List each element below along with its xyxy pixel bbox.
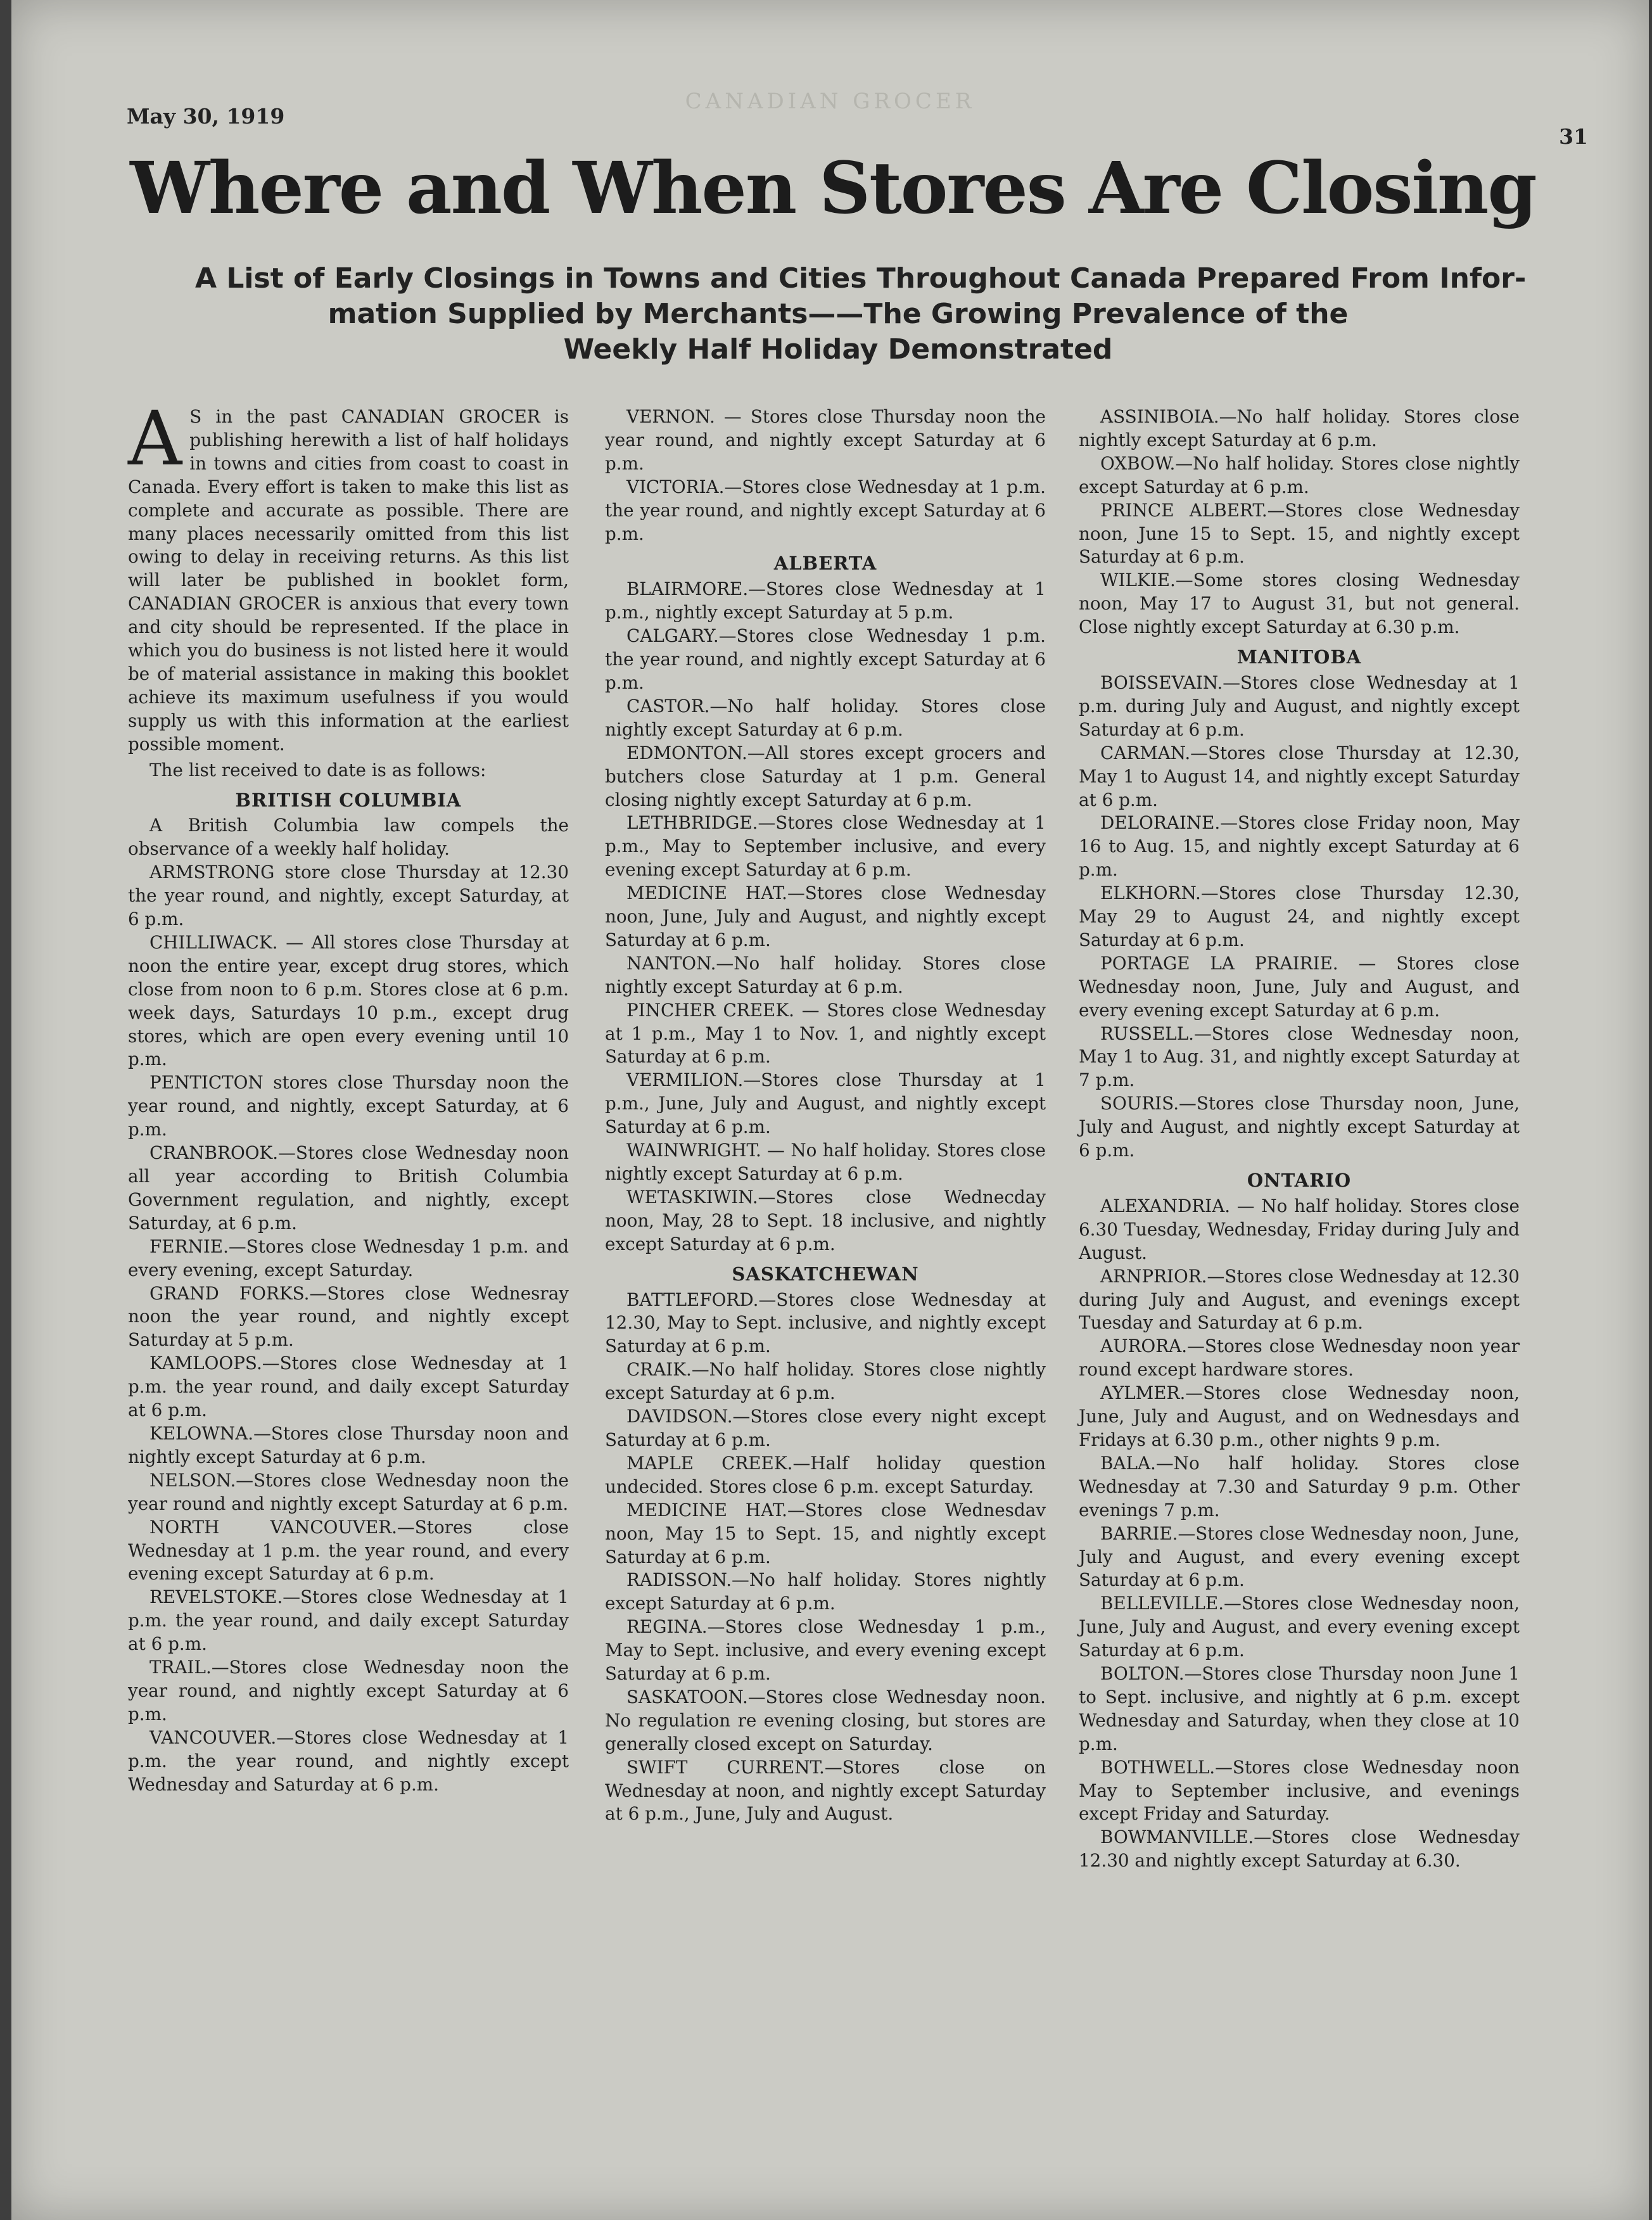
- listing-entry: BOWMANVILLE.—Stores close Wednesday 12.30 and nightly except Saturday at 6.30.: [1079, 1827, 1520, 1872]
- listing-entry: AURORA.—Stores close Wednesday noon year round except hardware stores.: [1079, 1336, 1520, 1381]
- section-heading: ALBERTA: [773, 552, 877, 575]
- listing-entry: BATTLEFORD.—Stores close Wednesday at 12.30, May to Sept. inclusive, and nightly except Saturday at 6 p.m.: [605, 1289, 1046, 1357]
- listing-entry: NANTON.—No half holiday. Stores close nightly except Saturday at 6 p.m.: [605, 952, 1046, 997]
- listing-entry: AYLMER.—Stores close Wednesday noon, June, July and August, and on Wednesdays and Fridays at 6.30 p.m., other nights 9 p.m.: [1079, 1382, 1520, 1450]
- listing-entry: ARNPRIOR.—Stores close Wednesday at 12.30 during July and August, and evenings except Tuesday and Saturday at 6 p.m.: [1079, 1265, 1520, 1334]
- issue-date: May 30, 1919: [127, 104, 285, 129]
- section-heading: MANITOBA: [1236, 646, 1362, 668]
- listing-entry: FERNIE.—Stores close Wednesday 1 p.m. and every evening, except Saturday.: [128, 1235, 569, 1280]
- section-heading: ONTARIO: [1247, 1170, 1352, 1191]
- subtitle-line: A List of Early Closings in Towns and Cities Throughout Canada Prepared From Infor-: [195, 262, 1527, 295]
- listing-entry: DAVIDSON.—Stores close every night except Saturday at 6 p.m.: [605, 1406, 1046, 1450]
- subtitle-line: Weekly Half Holiday Demonstrated: [563, 333, 1113, 366]
- listing-entry: CARMAN.—Stores close Thursday at 12.30, May 1 to August 14, and nightly except Saturday at 6 p.m.: [1079, 742, 1520, 810]
- intro-text: S in the past CANADIAN GROCER is publishing herewith a list of half holidays in towns and cities from coast to coast in Canada. Every effort is taken to make this list as complete and accurate as possible. There are many places necessarily omitted from this list owing to delay in receiving returns. As this list will later be published in booklet form, CANADIAN GROCER is anxious that every town and city should be represented. If the place in which you do business is not listed here it would be of material assistance in making this booklet achieve its maximum usefulness if you would supply us with this information at the earliest possible moment.: [128, 406, 569, 755]
- listing-entry: BALA.—No half holiday. Stores close Wednesday at 7.30 and Saturday 9 p.m. Other evenings 7 p.m.: [1079, 1452, 1520, 1521]
- listing-entry: ASSINIBOIA.—No half holiday. Stores close nightly except Saturday at 6 p.m.: [1079, 406, 1520, 450]
- intro-paragraph: [128, 395, 569, 756]
- listing-entry: LETHBRIDGE.—Stores close Wednesday at 1 p.m., May to September inclusive, and every evening except Saturday at 6 p.m.: [605, 812, 1046, 881]
- listing-entry: BARRIE.—Stores close Wednesday noon, June, July and August, and every evening except Saturday at 6 p.m.: [1079, 1522, 1520, 1591]
- article-title: Where and When Stores Are Closing: [130, 147, 1536, 230]
- magazine-page: [11, 0, 1649, 2220]
- listing-entry: PENTICTON stores close Thursday noon the year round, and nightly, except Saturday, at 6 p.m.: [128, 1072, 569, 1140]
- listing-entry: GRAND FORKS.—Stores close Wednesray noon the year round, and nightly except Saturday at 5 p.m.: [128, 1282, 569, 1351]
- listing-entry: NORTH VANCOUVER.—Stores close Wednesday at 1 p.m. the year round, and every evening except Saturday at 6 p.m.: [128, 1516, 569, 1585]
- listing-entry: RUSSELL.—Stores close Wednesday noon, May 1 to Aug. 31, and nightly except Saturday at 7 p.m.: [1079, 1023, 1520, 1091]
- listing-entry: BOISSEVAIN.—Stores close Wednesday at 1 p.m. during July and August, and nightly except Saturday at 6 p.m.: [1079, 672, 1520, 740]
- listing-entry: KAMLOOPS.—Stores close Wednesday at 1 p.m. the year round, and daily except Saturday at 6 p.m.: [128, 1353, 569, 1421]
- listing-entry: DELORAINE.—Stores close Friday noon, May 16 to Aug. 15, and nightly except Saturday at 6 p.m.: [1079, 812, 1520, 881]
- text-column-3: [1079, 405, 1520, 1873]
- listing-entry: CRANBROOK.—Stores close Wednesday noon all year according to British Columbia Government regulation, and nightly, except Saturday, at 6 p.m.: [128, 1142, 569, 1234]
- listing-entry: MAPLE CREEK.—Half holiday question undecided. Stores close 6 p.m. except Saturday.: [605, 1452, 1046, 1497]
- text-column-1: [128, 395, 569, 1796]
- listing-entry: PINCHER CREEK. — Stores close Wednesday at 1 p.m., May 1 to Nov. 1, and nightly except Saturday at 6 p.m.: [605, 999, 1046, 1068]
- listing-entry: OXBOW.—No half holiday. Stores close nightly except Saturday at 6 p.m.: [1079, 452, 1520, 497]
- listing-entry: KELOWNA.—Stores close Thursday noon and nightly except Saturday at 6 p.m.: [128, 1422, 569, 1467]
- listing-entry: SASKATOON.—Stores close Wednesday noon. No regulation re evening closing, but stores are generally closed except on Saturday.: [605, 1686, 1046, 1754]
- listing-entry: VANCOUVER.—Stores close Wednesday at 1 p.m. the year round, and nightly except Wednesday and Saturday at 6 p.m.: [128, 1726, 569, 1795]
- listing-entry: ELKHORN.—Stores close Thursday 12.30, May 29 to August 24, and nightly except Saturday at 6 p.m.: [1079, 883, 1520, 950]
- listing-entry: CRAIK.—No half holiday. Stores close nightly except Saturday at 6 p.m.: [605, 1359, 1046, 1404]
- listing-entry: SWIFT CURRENT.—Stores close on Wednesday at noon, and nightly except Saturday at 6 p.m., June, July and August.: [605, 1756, 1046, 1825]
- listing-entry: BOTHWELL.—Stores close Wednesday noon May to September inclusive, and evenings except Friday and Saturday.: [1079, 1756, 1520, 1825]
- listing-entry: WILKIE.—Some stores closing Wednesday noon, May 17 to August 31, but not general. Close nightly except Saturday at 6.30 p.m.: [1079, 570, 1520, 638]
- listing-entry: WETASKIWIN.—Stores close Wednecday noon, May, 28 to Sept. 18 inclusive, and nightly except Saturday at 6 p.m.: [605, 1186, 1046, 1254]
- subtitle-line: mation Supplied by Merchants——The Growing Prevalence of the: [327, 298, 1349, 330]
- listing-entry: VERNON. — Stores close Thursday noon the year round, and nightly except Saturday at 6 p.m.: [605, 406, 1046, 474]
- listing-entry: CHILLIWACK. — All stores close Thursday at noon the entire year, except drug stores, which close from noon to 6 p.m. Stores close at 6 p.m. week days, Saturdays 10 p.m., except drug stores, which are open every evening until 10 p.m.: [128, 931, 569, 1070]
- listing-entry: CASTOR.—No half holiday. Stores close nightly except Saturday at 6 p.m.: [605, 695, 1046, 740]
- list-intro: The list received to date is as follows:: [149, 759, 486, 781]
- listing-entry: PORTAGE LA PRAIRIE. — Stores close Wednesday noon, June, July and August, and every evening except Saturday at 6 p.m.: [1079, 952, 1520, 1021]
- section-heading: SASKATCHEWAN: [732, 1263, 919, 1285]
- bleed-through-masthead: CANADIAN GROCER: [685, 89, 975, 114]
- listing-entry: A British Columbia law compels the observance of a weekly half holiday.: [128, 815, 569, 860]
- text-column-2: [605, 405, 1046, 1826]
- section-heading: BRITISH COLUMBIA: [235, 789, 462, 811]
- listing-entry: CALGARY.—Stores close Wednesday 1 p.m. the year round, and nightly except Saturday at 6 p.m.: [605, 625, 1046, 693]
- listing-entry: MEDICINE HAT.—Stores close Wednesday noon, June, July and August, and nightly except Saturday at 6 p.m.: [605, 883, 1046, 950]
- listing-entry: BOLTON.—Stores close Thursday noon June 1 to Sept. inclusive, and nightly at 6 p.m. except Wednesday and Saturday, when they close at 10 p.m.: [1079, 1663, 1520, 1754]
- listing-entry: MEDICINE HAT.—Stores close Wednesdav noon, May 15 to Sept. 15, and nightly except Saturday at 6 p.m.: [605, 1499, 1046, 1567]
- listing-entry: VERMILION.—Stores close Thursday at 1 p.m., June, July and August, and nightly except Saturday at 6 p.m.: [605, 1069, 1046, 1138]
- listing-entry: BLAIRMORE.—Stores close Wednesday at 1 p.m., nightly except Saturday at 5 p.m.: [605, 578, 1046, 623]
- page-number: 31: [1559, 124, 1588, 149]
- listing-entry: SOURIS.—Stores close Thursday noon, June, July and August, and nightly except Saturday at 6 p.m.: [1079, 1093, 1520, 1161]
- listing-entry: NELSON.—Stores close Wednesday noon the year round and nightly except Saturday at 6 p.m.: [128, 1469, 569, 1514]
- listing-entry: ARMSTRONG store close Thursday at 12.30 the year round, and nightly, except Saturday, at 6 p.m.: [128, 862, 569, 930]
- drop-cap: A: [128, 395, 182, 482]
- listing-entry: RADISSON.—No half holiday. Stores nightly except Saturday at 6 p.m.: [605, 1569, 1046, 1614]
- listing-entry: ALEXANDRIA. — No half holiday. Stores close 6.30 Tuesday, Wednesday, Friday during July and August.: [1079, 1195, 1520, 1263]
- listing-entry: REVELSTOKE.—Stores close Wednesday at 1 p.m. the year round, and daily except Saturday at 6 p.m.: [128, 1586, 569, 1655]
- listing-entry: BELLEVILLE.—Stores close Wednesday noon, June, July and August, and every evening except Saturday at 6 p.m.: [1079, 1593, 1520, 1661]
- listing-entry: REGINA.—Stores close Wednesday 1 p.m., May to Sept. inclusive, and every evening except Saturday at 6 p.m.: [605, 1616, 1046, 1685]
- listing-entry: TRAIL.—Stores close Wednesday noon the year round, and nightly except Saturday at 6 p.m.: [128, 1657, 569, 1725]
- listing-entry: WAINWRIGHT. — No half holiday. Stores close nightly except Saturday at 6 p.m.: [605, 1140, 1046, 1184]
- listing-entry: VICTORIA.—Stores close Wednesday at 1 p.m. the year round, and nightly except Saturday at 6 p.m.: [605, 476, 1046, 544]
- article-subtitle: [195, 261, 1527, 367]
- listing-entry: PRINCE ALBERT.—Stores close Wednesday noon, June 15 to Sept. 15, and nightly except Saturday at 6 p.m.: [1079, 499, 1520, 568]
- listing-entry: EDMONTON.—All stores except grocers and butchers close Saturday at 1 p.m. General closing nightly except Saturday at 6 p.m.: [605, 742, 1046, 810]
